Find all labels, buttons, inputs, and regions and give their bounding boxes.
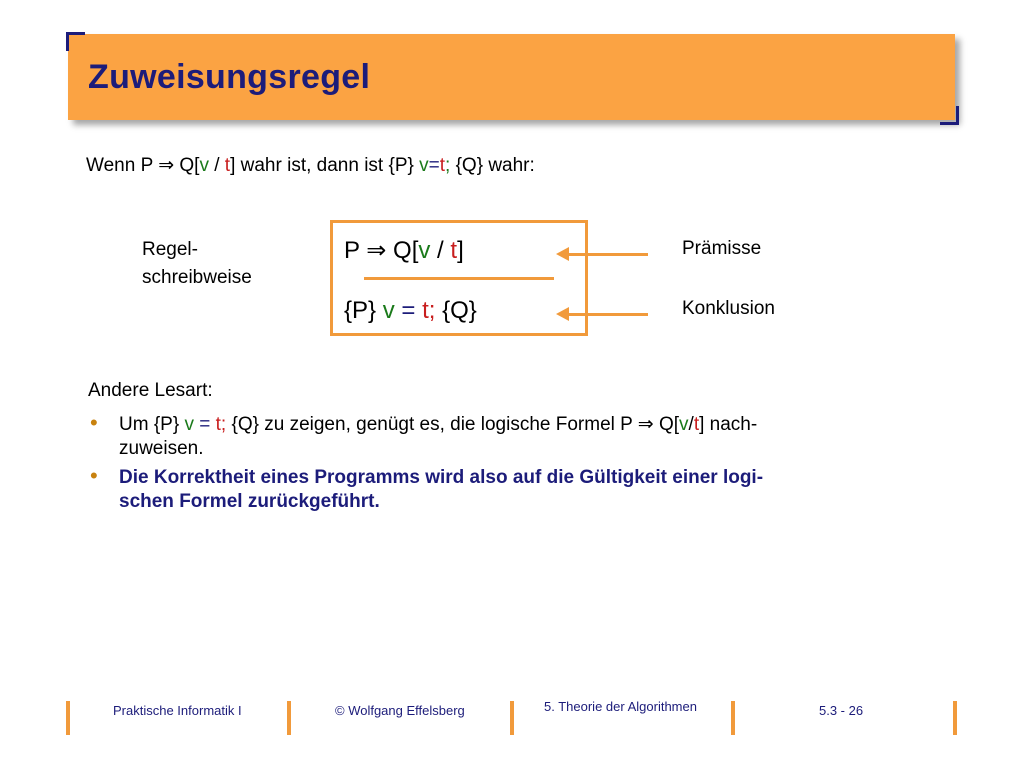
rule-conclusion: [344, 297, 477, 325]
b1-var-v2: v: [679, 414, 689, 435]
premise-slash: /: [430, 237, 451, 264]
conclusion-term-t: t;: [415, 297, 436, 324]
footer-divider-3: [510, 701, 514, 735]
intro-semicolon: ;: [445, 155, 451, 176]
intro-term-t: t: [224, 155, 231, 176]
b1-text-c: Q[: [653, 414, 680, 435]
conclusion-label: Konklusion: [682, 298, 775, 319]
bullet-2-line2: schen Formel zurückgeführt.: [119, 491, 380, 512]
premise-implies-symbol: ⇒: [366, 237, 387, 264]
bullet-2-line1: Die Korrektheit eines Programms wird also auf die Gültigkeit einer logi-: [119, 467, 764, 488]
conclusion-q: {Q}: [435, 297, 477, 324]
rule-premise: [344, 236, 464, 265]
footer-divider-4: [731, 701, 735, 735]
premise-term-t: t: [450, 237, 458, 264]
title-corner-top-left: [66, 32, 85, 51]
footer-author: © Wolfgang Effelsberg: [335, 703, 465, 718]
conclusion-arrow-icon: [568, 313, 648, 316]
premise-var-v: v: [418, 237, 431, 264]
b1-implies-symbol: ⇒: [637, 414, 654, 435]
premise-label: Prämisse: [682, 238, 762, 259]
intro-assign-v: v: [419, 155, 429, 176]
bullet-1-icon: •: [90, 410, 98, 435]
conclusion-p: {P}: [344, 297, 377, 324]
bullet-2-text: [119, 466, 763, 514]
other-heading: Andere Lesart:: [88, 380, 213, 401]
intro-bracket: ]: [230, 155, 236, 176]
intro-var-v: v: [199, 155, 209, 176]
bullet-2-icon: •: [90, 463, 98, 488]
intro-text-tail: {Q} wahr:: [450, 155, 535, 176]
footer-chapter: 5. Theorie der Algorithmen: [544, 699, 697, 714]
slide-title: Zuweisungsregel: [88, 58, 371, 96]
bullet-1-line2: zuweisen.: [119, 438, 204, 459]
intro-sentence: [86, 154, 535, 177]
intro-assign-eq: =: [428, 155, 440, 176]
footer-page-number: 5.3 - 26: [819, 703, 864, 718]
premise-bracket: ]: [457, 237, 464, 264]
premise-arrow-icon: [568, 253, 648, 256]
rule-label: [142, 236, 252, 292]
b1-term-t: t;: [215, 414, 227, 435]
b1-var-v: v: [184, 414, 194, 435]
footer-divider-1: [66, 701, 70, 735]
b1-text-a: Um {P}: [119, 414, 185, 435]
rule-fraction-line: [364, 277, 554, 280]
rule-label-line2: schreibweise: [142, 267, 252, 288]
intro-slash: /: [208, 155, 225, 176]
b1-eq: =: [193, 414, 216, 435]
intro-text-q: Q[: [174, 155, 200, 176]
title-corner-bottom-right: [940, 106, 959, 125]
intro-text-middle: wahr ist, dann ist {P}: [235, 155, 420, 176]
conclusion-eq: =: [401, 297, 416, 324]
intro-text-p: Wenn P: [86, 155, 159, 176]
bullet-1-line1: [119, 413, 757, 437]
intro-assign-t: t: [439, 155, 446, 176]
intro-implies-symbol: ⇒: [158, 155, 175, 176]
premise-q: Q[: [386, 237, 419, 264]
premise-p: P: [344, 237, 367, 264]
footer-divider-5: [953, 701, 957, 735]
conclusion-var-v: v: [376, 297, 402, 324]
b1-term-t2: t: [693, 414, 700, 435]
footer-divider-2: [287, 701, 291, 735]
rule-label-line1: Regel-: [142, 239, 198, 260]
b1-slash: /: [688, 414, 694, 435]
b1-text-b: {Q} zu zeigen, genügt es, die logische Formel P: [226, 414, 638, 435]
bullet-1-text: [119, 413, 757, 461]
b1-text-d: ] nach-: [699, 414, 758, 435]
footer-course: Praktische Informatik I: [113, 703, 242, 718]
